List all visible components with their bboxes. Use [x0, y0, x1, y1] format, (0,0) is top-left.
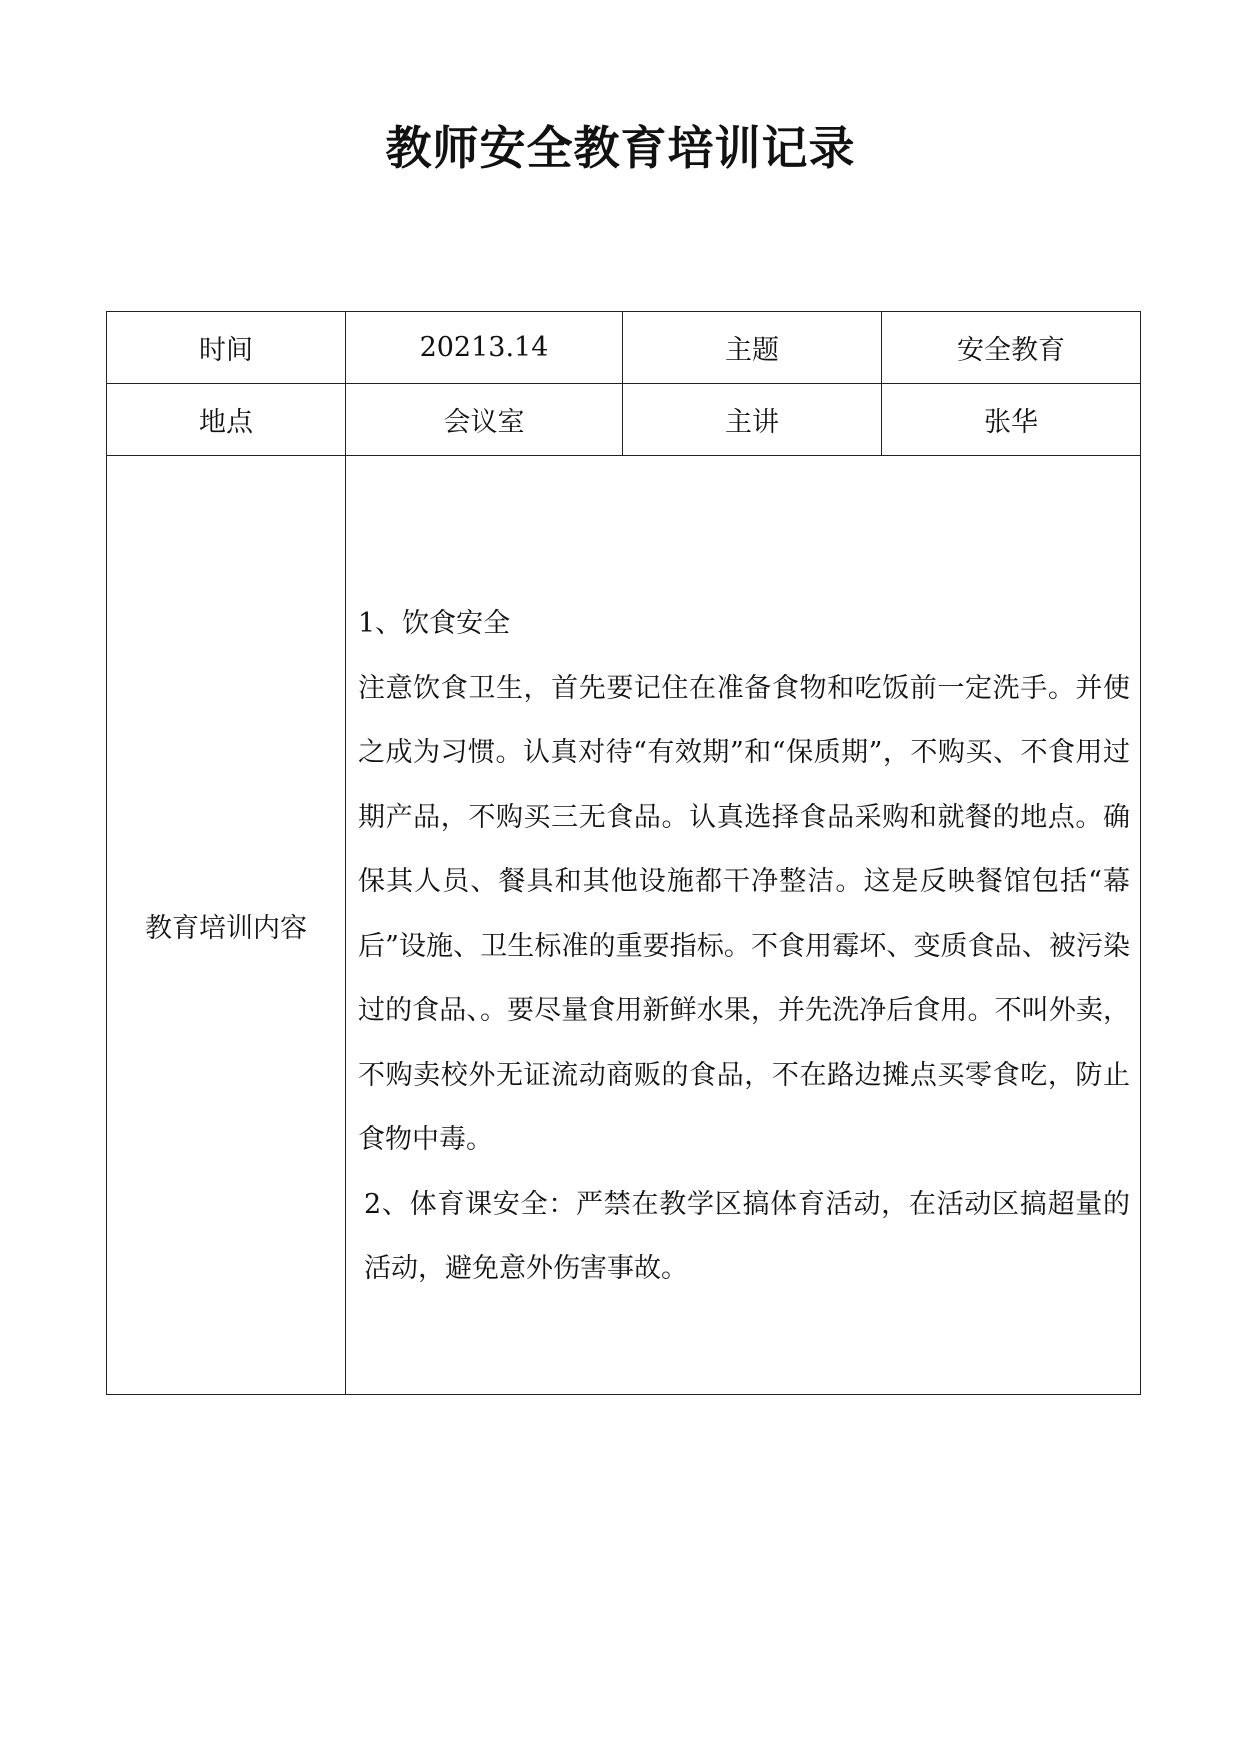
topic-value: 安全教育	[882, 312, 1141, 384]
content-label: 教育培训内容	[107, 456, 346, 1395]
item1-heading: 1、饮食安全	[358, 608, 511, 639]
training-content	[346, 456, 1140, 1302]
item1-body: 注意饮食卫生，首先要记住在准备食物和吃饭前一定洗手。并使之成为习惯。认真对待“有效期”和“保质期”，不购买、不食用过期产品，不购买三无食品。认真选择食品采购和就餐的地点。确保其人员、餐具和其他设施都干净整洁。这是反映餐馆包括“幕后”设施、卫生标准的重要指标。不食用霉坏、变质食品、被污染过的食品、。要尽量食用新鲜水果，并先洗净后食用。不叫外卖，不购卖校外无证流动商贩的食品，不在路边摊点买零食吃，防止食物中毒。	[358, 672, 1130, 1155]
training-record-table	[106, 311, 1141, 1395]
document-title: 教师安全教育培训记录	[385, 121, 856, 175]
time-label: 时间	[107, 312, 346, 384]
topic-label: 主题	[623, 312, 882, 384]
table-row	[107, 384, 1141, 456]
speaker-value: 张华	[882, 384, 1141, 456]
place-value: 会议室	[346, 384, 623, 456]
table-row	[107, 456, 1141, 1395]
time-value: 20213.14	[346, 312, 623, 384]
content-cell	[346, 456, 1141, 1395]
place-label: 地点	[107, 384, 346, 456]
table-row	[107, 312, 1141, 384]
speaker-label: 主讲	[623, 384, 882, 456]
item2-text: 2、体育课安全：严禁在教学区搞体育活动，在活动区搞超量的活动，避免意外伤害事故。	[364, 1188, 1130, 1284]
